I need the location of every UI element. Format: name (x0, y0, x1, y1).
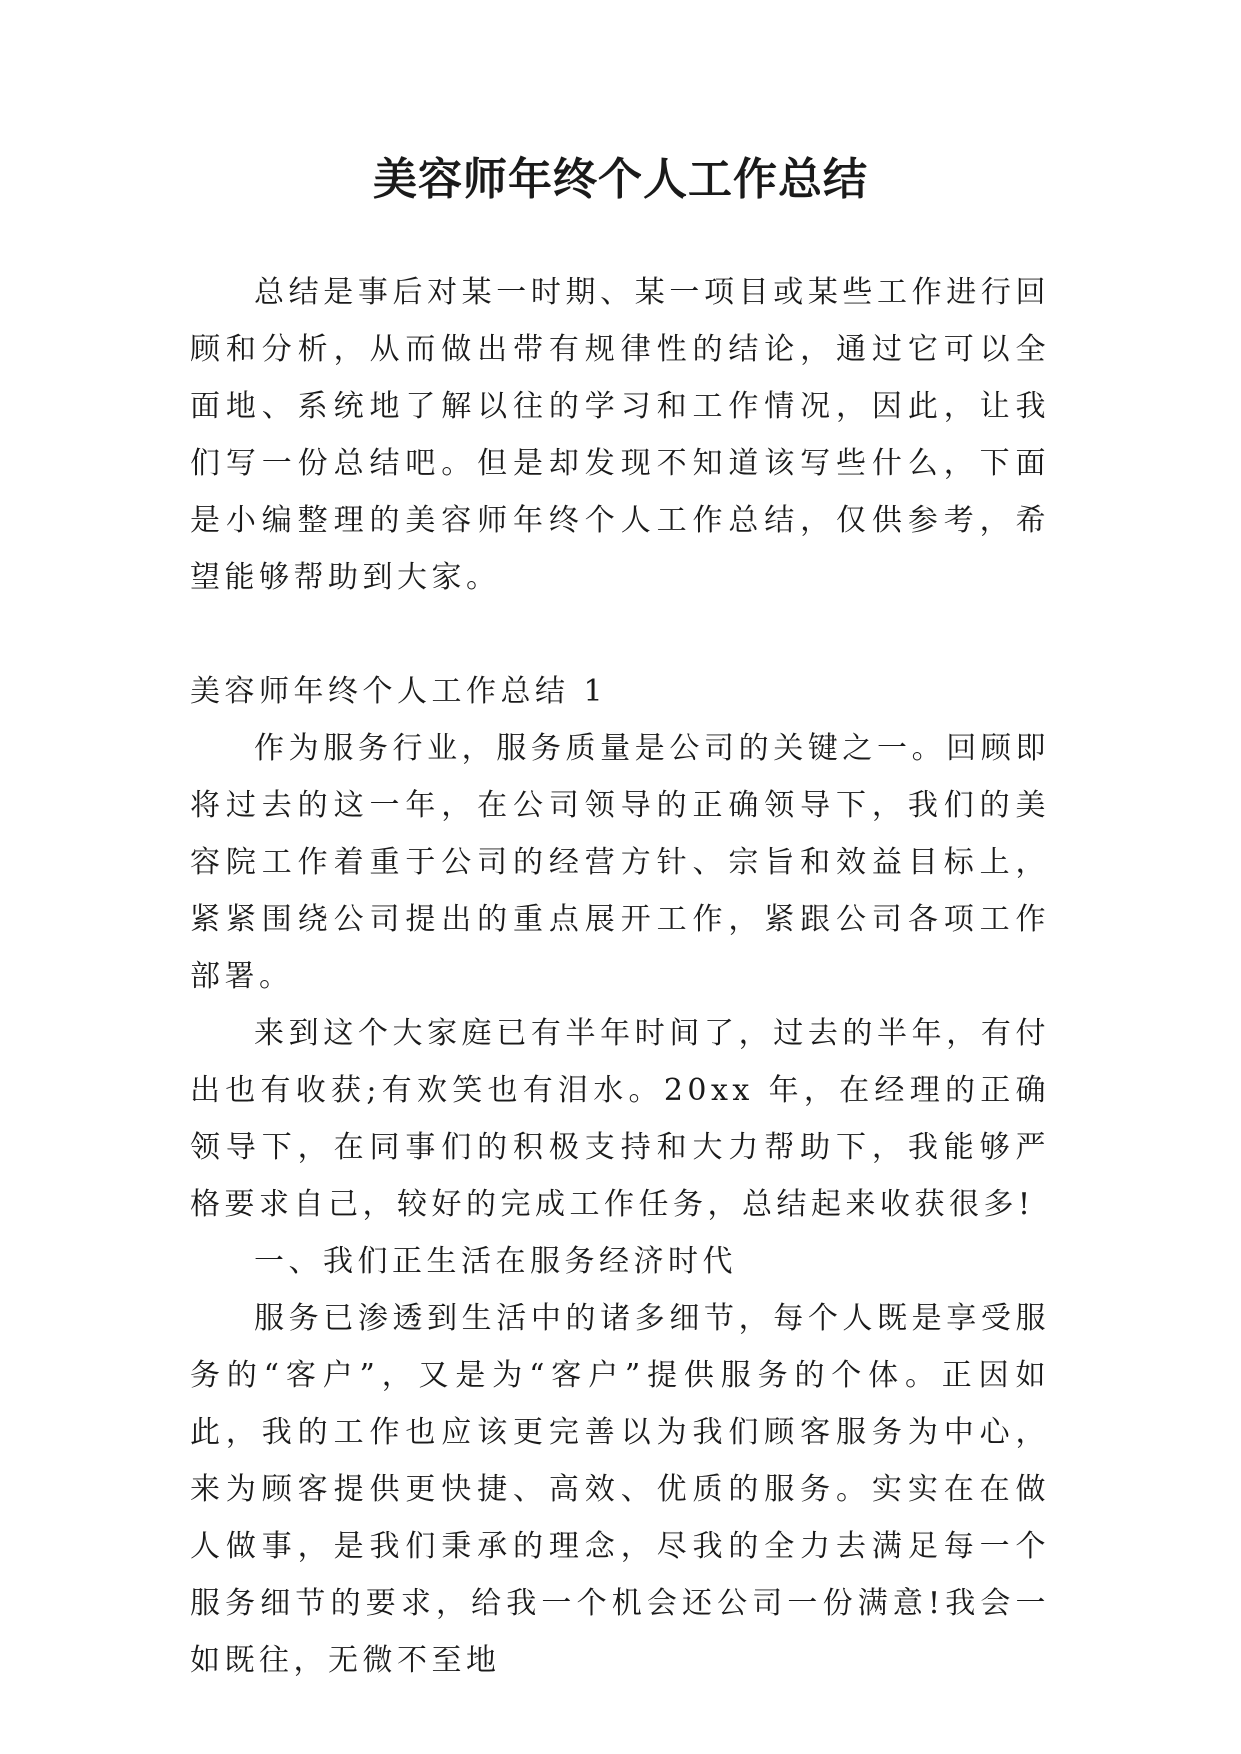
subsection-heading: 一、我们正生活在服务经济时代 (254, 1244, 737, 1279)
body-paragraph: 作为服务行业，服务质量是公司的关键之一。回顾即将过去的这一年，在公司领导的正确领导下，我们的美容院工作着重于公司的经营方针、宗旨和效益目标上，紧紧围绕公司提出的重点展开工作，紧跟公司各项工作部署。 (190, 731, 1050, 994)
intro-paragraph: 总结是事后对某一时期、某一项目或某些工作进行回顾和分析，从而做出带有规律性的结论，通过它可以全面地、系统地了解以往的学习和工作情况，因此，让我们写一份总结吧。但是却发现不知道该写些什么，下面是小编整理的美容师年终个人工作总结，仅供参考，希望能够帮助到大家。 (190, 275, 1050, 595)
document-title: 美容师年终个人工作总结 (373, 154, 868, 205)
body-paragraph: 来到这个大家庭已有半年时间了，过去的半年，有付出也有收获;有欢笑也有泪水。20xx 年，在经理的正确领导下，在同事们的积极支持和大力帮助下，我能够严格要求自己，较好的完成工作任务，总结起来收获很多! (190, 1016, 1050, 1222)
document-body (190, 264, 1050, 1689)
section-heading: 美容师年终个人工作总结 1 (190, 674, 608, 709)
body-paragraph: 服务已渗透到生活中的诸多细节，每个人既是享受服务的“客户”，又是为“客户”提供服务的个体。正因如此，我的工作也应该更完善以为我们顾客服务为中心，来为顾客提供更快捷、高效、优质的服务。实实在在做人做事，是我们秉承的理念，尽我的全力去满足每一个服务细节的要求，给我一个机会还公司一份满意!我会一如既往，无微不至地 (190, 1301, 1050, 1678)
